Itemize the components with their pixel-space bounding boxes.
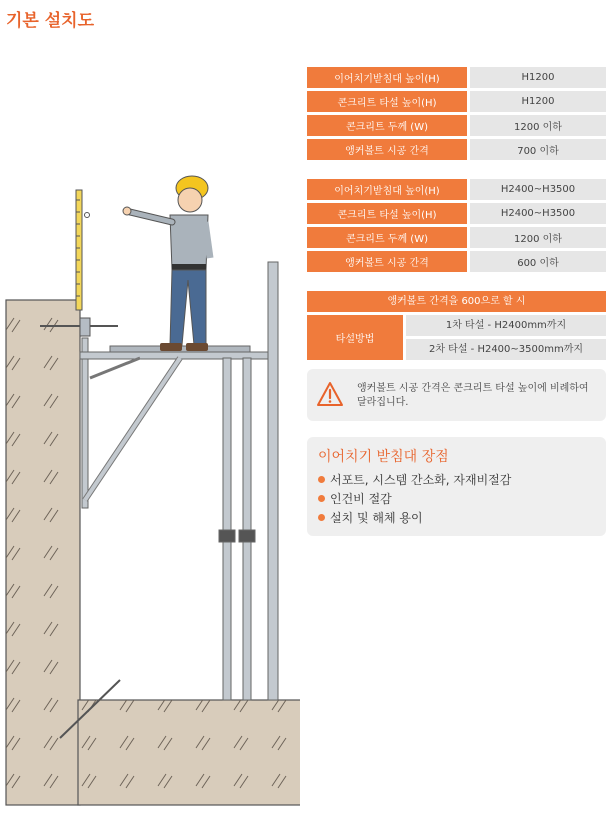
benefit-text: 설치 및 해체 용이: [330, 511, 423, 525]
benefits-box: [307, 437, 606, 536]
pour-header: 앵커볼트 간격을 600으로 할 시: [307, 291, 606, 312]
spec-table-2: [307, 176, 606, 275]
spec-value: 1200 이하: [470, 115, 606, 136]
benefit-text: 인건비 절감: [330, 492, 392, 506]
table-row: [307, 227, 606, 248]
installation-diagram: [0, 0, 300, 815]
table-row: [307, 251, 606, 272]
worker-figure: [123, 176, 210, 351]
bullet-icon: [318, 495, 325, 502]
warning-icon: [316, 381, 344, 407]
concrete-floor: [78, 700, 300, 805]
list-item: [318, 490, 511, 509]
spec-value: H1200: [470, 67, 606, 88]
list-item: [318, 509, 511, 528]
table-row: [307, 179, 606, 200]
spec-label: 이어치기받침대 높이(H): [307, 67, 467, 88]
spec-value: 1200 이하: [470, 227, 606, 248]
spec-table-1: [307, 64, 606, 163]
notice-text: 앵커볼트 시공 간격은 콘크리트 타설 높이에 비례하여 달라집니다.: [357, 383, 589, 408]
spec-label: 콘크리트 두께 (W): [307, 227, 467, 248]
spec-value: H2400~H3500: [470, 179, 606, 200]
table-row: [307, 203, 606, 224]
height-ruler: [76, 190, 90, 310]
list-item: [318, 471, 511, 490]
spec-value: 600 이하: [470, 251, 606, 272]
spec-value: H1200: [470, 91, 606, 112]
table-row: [307, 139, 606, 160]
pour-row: 2차 타설 - H2400~3500mm까지: [406, 339, 606, 360]
support-posts: [219, 262, 278, 700]
spec-value: 700 이하: [470, 139, 606, 160]
table-row: [307, 67, 606, 88]
table-row: [307, 91, 606, 112]
pour-row: 1차 타설 - H2400mm까지: [406, 315, 606, 336]
table-row: [307, 115, 606, 136]
benefits-list: [318, 471, 511, 528]
page-title: 기본 설치도: [6, 11, 95, 31]
spec-label: 콘크리트 타설 높이(H): [307, 203, 467, 224]
notice-box: [307, 369, 606, 421]
spec-label: 이어치기받침대 높이(H): [307, 179, 467, 200]
bullet-icon: [318, 514, 325, 521]
benefits-title: 이어치기 받침대 장점: [318, 449, 449, 465]
spec-label: 콘크리트 두께 (W): [307, 115, 467, 136]
benefit-text: 서포트, 시스템 간소화, 자재비절감: [330, 473, 512, 487]
spec-value: H2400~H3500: [470, 203, 606, 224]
pour-label: 타설방법: [307, 315, 403, 360]
spec-label: 콘크리트 타설 높이(H): [307, 91, 467, 112]
pour-method-table: [307, 291, 606, 360]
spec-label: 앵커볼트 시공 간격: [307, 139, 467, 160]
bullet-icon: [318, 476, 325, 483]
spec-label: 앵커볼트 시공 간격: [307, 251, 467, 272]
